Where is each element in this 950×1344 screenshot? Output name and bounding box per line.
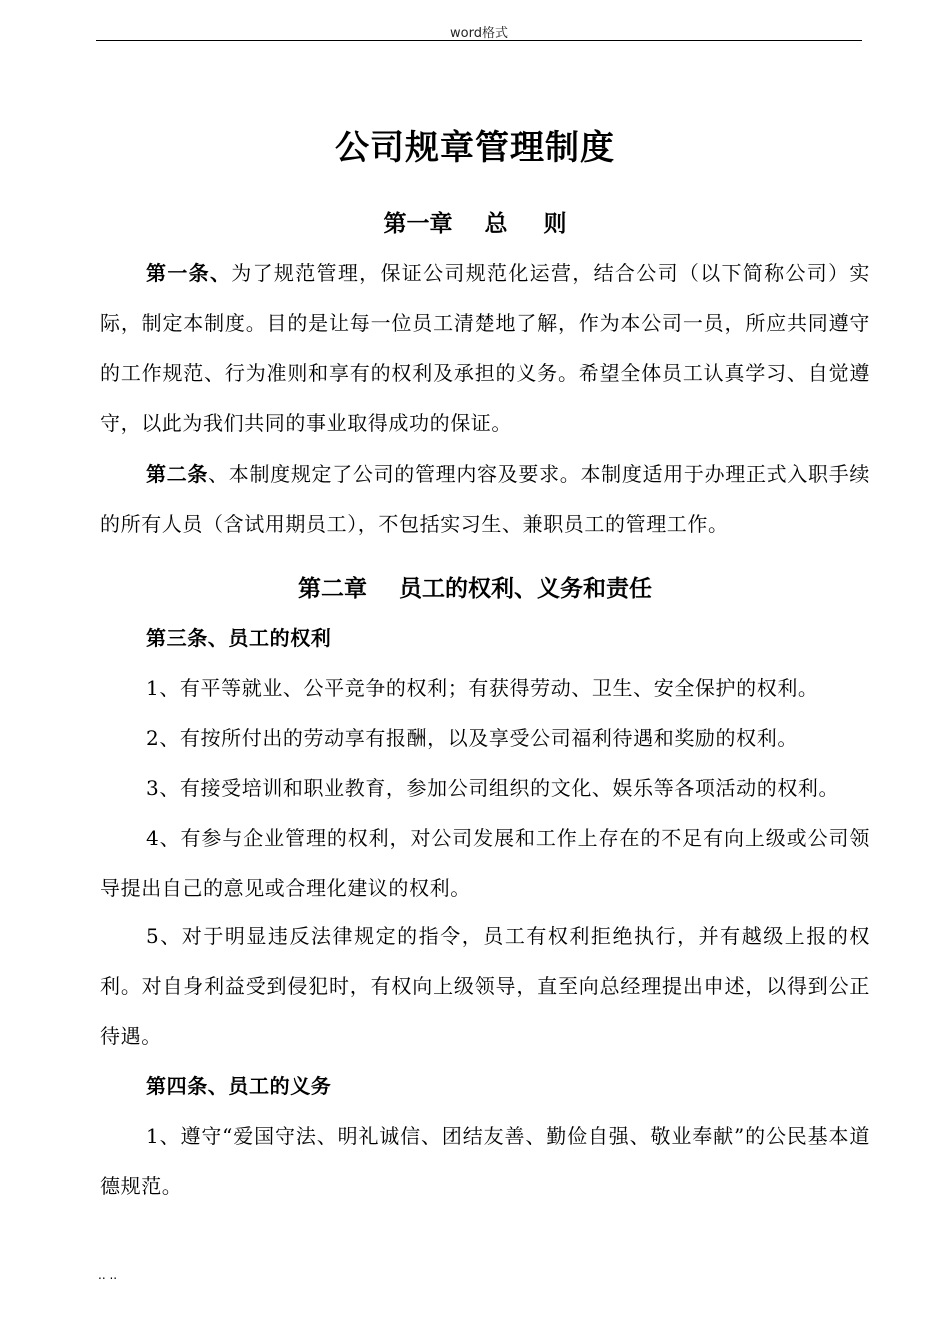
page-footer-dots: .. .. xyxy=(98,1268,118,1282)
chapter-1-heading xyxy=(0,205,950,238)
article-1-text: 为了规范管理，保证公司规范化运营，结合公司（以下简称公司）实际，制定本制度。目的是让每一位员工清楚地了解，作为本公司一员，所应共同遵守的工作规范、行为准则和享有的权利及承担的义务。希望全体员工认真学习、自觉遵守，以此为我们共同的事业取得成功的保证。 xyxy=(100,261,870,435)
article-2 xyxy=(100,449,870,549)
article-3-item-2: 2、有按所付出的劳动享有报酬，以及享受公司福利待遇和奖励的权利。 xyxy=(146,726,798,750)
chapter-1-word-1: 总 xyxy=(484,210,508,237)
article-1-label: 第一条、 xyxy=(146,261,232,285)
article-2-text: 、本制度规定了公司的管理内容及要求。本制度适用于办理正式入职手续的所有人员（含试用期员工），不包括实习生、兼职员工的管理工作。 xyxy=(100,462,870,536)
page-header: word格式 xyxy=(450,26,508,41)
article-3-item-3: 3、有接受培训和职业教育，参加公司组织的文化、娱乐等各项活动的权利。 xyxy=(146,776,840,800)
article-3-item-5: 5、对于明显违反法律规定的指令，员工有权利拒绝执行，并有越级上报的权利。对自身利益受到侵犯时，有权向上级领导，直至向总经理提出申述，以得到公正待遇。 xyxy=(100,924,870,1048)
article-2-label: 第二条 xyxy=(146,462,209,486)
article-3-item-1: 1、有平等就业、公平竞争的权利；有获得劳动、卫生、安全保护的权利。 xyxy=(146,676,819,700)
chapter-1-word-2: 则 xyxy=(543,210,567,237)
article-3-item-4: 4、有参与企业管理的权利，对公司发展和工作上存在的不足有向上级或公司领导提出自己的意见或合理化建议的权利。 xyxy=(100,826,870,900)
document-title: 公司规章管理制度 xyxy=(335,128,615,168)
article-4-heading: 第四条、员工的义务 xyxy=(146,1074,332,1098)
chapter-2-number: 第二章 xyxy=(298,575,367,602)
chapter-2-heading xyxy=(0,570,950,603)
header-rule xyxy=(96,40,862,41)
article-3-heading: 第三条、员工的权利 xyxy=(146,626,332,650)
chapter-2-title: 员工的权利、义务和责任 xyxy=(399,575,652,602)
article-4-item-1: 1、遵守“爱国守法、明礼诚信、团结友善、勤俭自强、敬业奉献”的公民基本道德规范。 xyxy=(100,1124,870,1198)
article-1 xyxy=(100,248,870,448)
chapter-1-number: 第一章 xyxy=(383,210,453,237)
